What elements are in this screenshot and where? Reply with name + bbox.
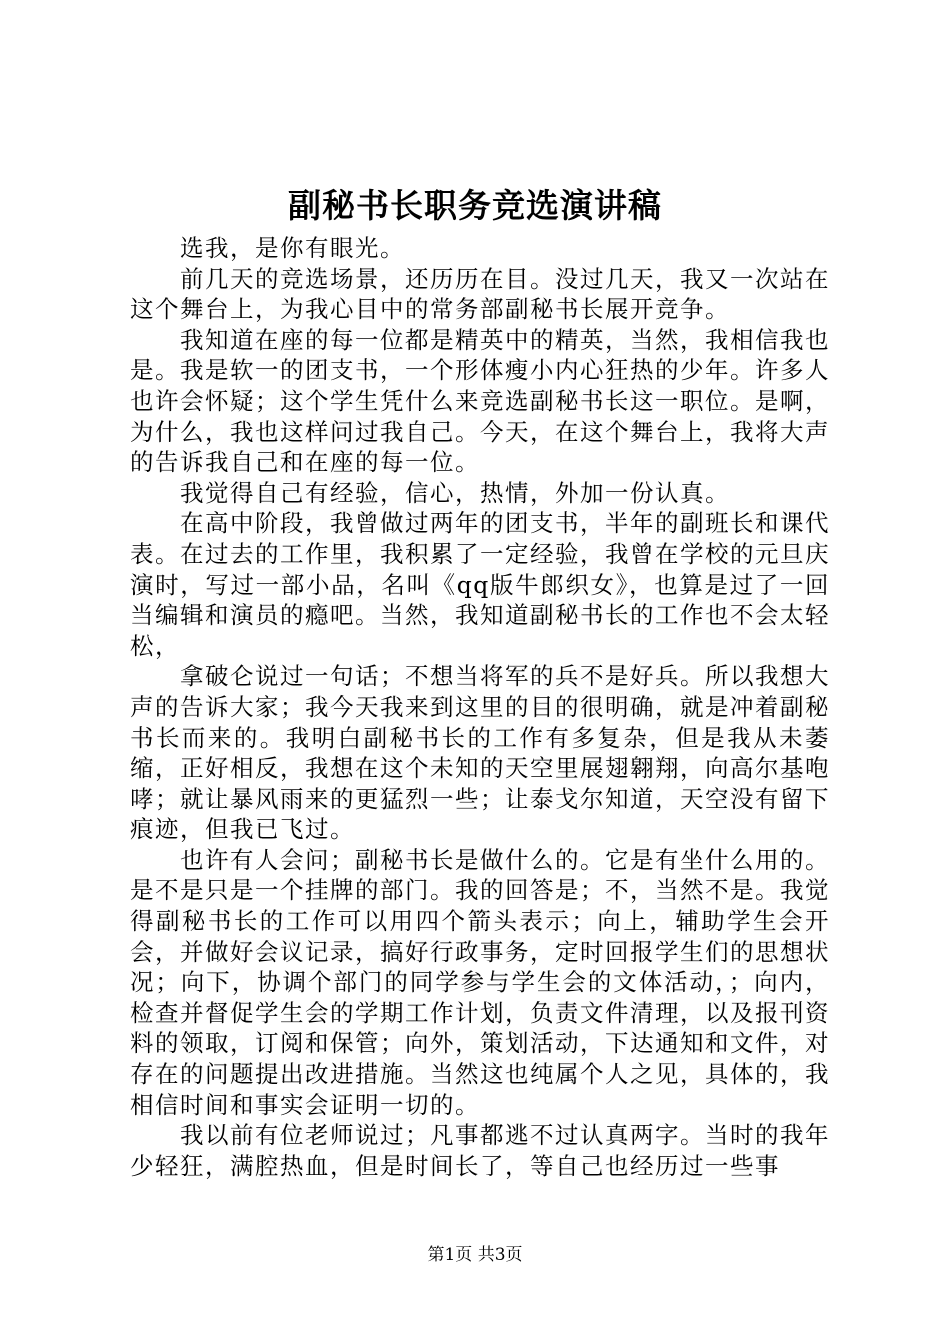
paragraph: 我觉得自己有经验，信心，热情，外加一份认真。 xyxy=(180,478,730,507)
paragraph: 拿破仑说过一句话；不想当将军的兵不是好兵。所以我想大声的告诉大家；我今天我来到这里的目的很明确，就是冲着副秘书长而来的。我明白副秘书长的工作有多复杂，但是我从未萎缩，正好相反，我想在这个未知的天空里展翅翱翔，向高尔基咆哮；就让暴风雨来的更猛烈一些；让泰戈尔知道，天空没有留下痕迹，但我已飞过。 xyxy=(130,662,830,844)
paragraph: 我以前有位老师说过；凡事都逃不过认真两字。当时的我年少轻狂，满腔热血，但是时间长了，等自己也经历过一些事 xyxy=(130,1121,830,1180)
document-title: 副秘书长职务竞选演讲稿 xyxy=(288,186,662,225)
paragraph: 也许有人会问；副秘书长是做什么的。它是有坐什么用的。是不是只是一个挂牌的部门。我的回答是；不，当然不是。我觉得副秘书长的工作可以用四个箭头表示；向上，辅助学生会开会，并做好会议记录，搞好行政事务，定时回报学生们的思想状况；向下，协调个部门的同学参与学生会的文体活动，；向内，检查并督促学生会的学期工作计划，负责文件清理，以及报刊资料的领取，订阅和保管；向外，策划活动，下达通知和文件，对存在的问题提出改进措施。当然这也纯属个人之见，具体的，我相信时间和事实会证明一切的。 xyxy=(130,845,830,1119)
paragraph: 我知道在座的每一位都是精英中的精英，当然，我相信我也是。我是软一的团支书，一个形体瘦小内心狂热的少年。许多人也许会怀疑；这个学生凭什么来竞选副秘书长这一职位。是啊，为什么，我也这样问过我自己。今天，在这个舞台上，我将大声的告诉我自己和在座的每一位。 xyxy=(130,325,830,477)
paragraph: 前几天的竞选场景，还历历在目。没过几天，我又一次站在这个舞台上，为我心目中的常务部副秘书长展开竞争。 xyxy=(130,264,830,324)
paragraph: 选我，是你有眼光。 xyxy=(180,234,405,262)
paragraph: 在高中阶段，我曾做过两年的团支书，半年的副班长和课代表。在过去的工作里，我积累了一定经验，我曾在学校的元旦庆演时，写过一部小品，名叫《qq版牛郎织女》，也算是过了一回当编辑和演员的瘾吧。当然，我知道副秘书长的工作也不会太轻松， xyxy=(130,509,830,660)
page-footer: 第1页 共3页 xyxy=(427,1245,523,1265)
document-body xyxy=(130,233,830,1181)
